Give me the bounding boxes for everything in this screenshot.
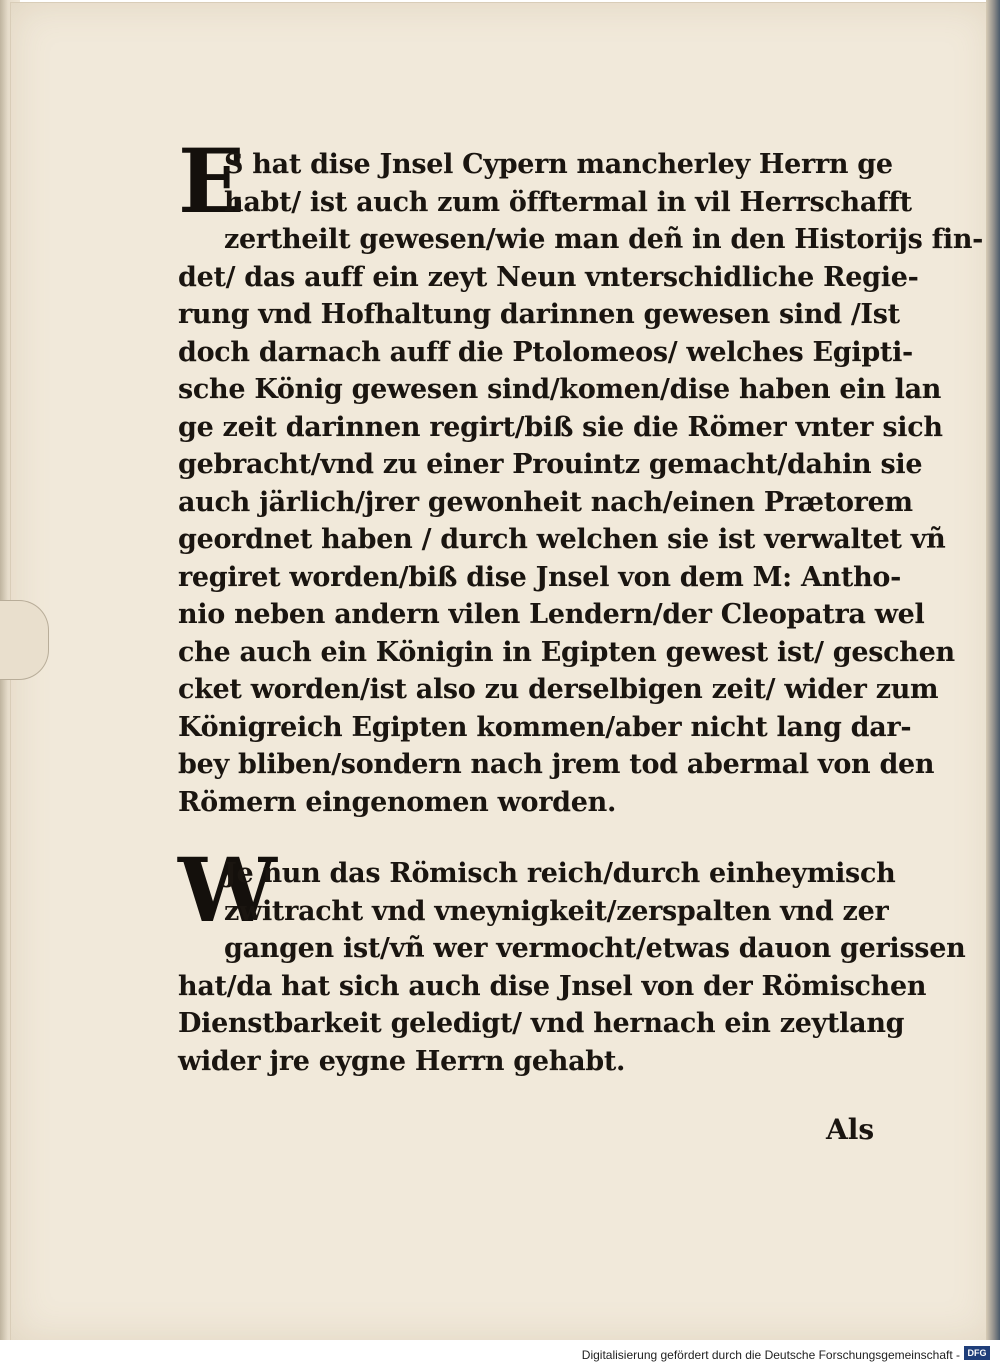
text-line: geordnet haben / durch welchen sie ist verwaltet vñ [178, 524, 946, 555]
text-line: Dienstbarkeit geledigt/ vnd hernach ein zeytlang [178, 1008, 905, 1039]
text-line: rung vnd Hofhaltung darinnen gewesen sind /Ist [178, 299, 900, 330]
text-line: cket worden/ist also zu derselbigen zeit/ wider zum [178, 674, 939, 705]
text-line: S hat dise Jnsel Cypern mancherley Herrn ge [224, 149, 893, 180]
text-line: ge zeit darinnen regirt/biß sie die Römer vnter sich [178, 411, 943, 443]
footer [0, 1340, 1000, 1367]
text-line: zertheilt gewesen/wie man deñ in den Historijs fin- [224, 224, 984, 255]
text-line: bey bliben/sondern nach jrem tod abermal von den [178, 749, 935, 780]
dfg-logo: DFG [964, 1346, 990, 1360]
text-line: nio neben andern vilen Lendern/der Cleopatra wel [178, 599, 925, 630]
text-line: regiret worden/biß dise Jnsel von dem M: Antho- [178, 561, 902, 593]
text-line: det/ das auff ein zeyt Neun vnterschidliche Regie- [178, 261, 919, 293]
paragraph-1 [178, 129, 984, 821]
text-line: Je nun das Römisch reich/durch einheymisch [224, 858, 896, 889]
page-edge-right [986, 0, 1000, 1340]
text-line: doch darnach auff die Ptolomeos/ welches Egipti- [178, 336, 913, 368]
text-line: wider jre eygne Herrn gehabt. [178, 1045, 626, 1077]
dropcap: W [178, 838, 277, 942]
body-text [178, 129, 984, 1080]
text-line: auch järlich/jrer gewonheit nach/einen Prætorem [178, 486, 913, 518]
text-line: che auch ein Königin in Egipten gewest ist/ geschen [178, 636, 955, 668]
page-tab [0, 600, 49, 680]
footer-credit: Digitalisierung gefördert durch die Deutsche Forschungsgemeinschaft - [581, 1348, 960, 1362]
text-line: habt/ ist auch zum öfftermal in vil Herrschafft [224, 186, 912, 218]
catchword: Als [826, 1113, 875, 1146]
text-line: zwitracht vnd vneynigkeit/zerspalten vnd zer [224, 895, 889, 927]
text-line: hat/da hat sich auch dise Jnsel von der Römischen [178, 970, 927, 1002]
text-line: Königreich Egipten kommen/aber nicht lang dar- [178, 711, 912, 743]
text-line: sche König gewesen sind/komen/dise haben ein lan [178, 374, 942, 405]
paragraph-2 [178, 838, 966, 1080]
text-line: gangen ist/vñ wer vermocht/etwas dauon gerissen [224, 933, 966, 964]
text-line: Römern eingenomen worden. [178, 786, 617, 818]
dropcap: E [178, 129, 246, 233]
text-line: gebracht/vnd zu einer Prouintz gemacht/dahin sie [178, 449, 923, 480]
